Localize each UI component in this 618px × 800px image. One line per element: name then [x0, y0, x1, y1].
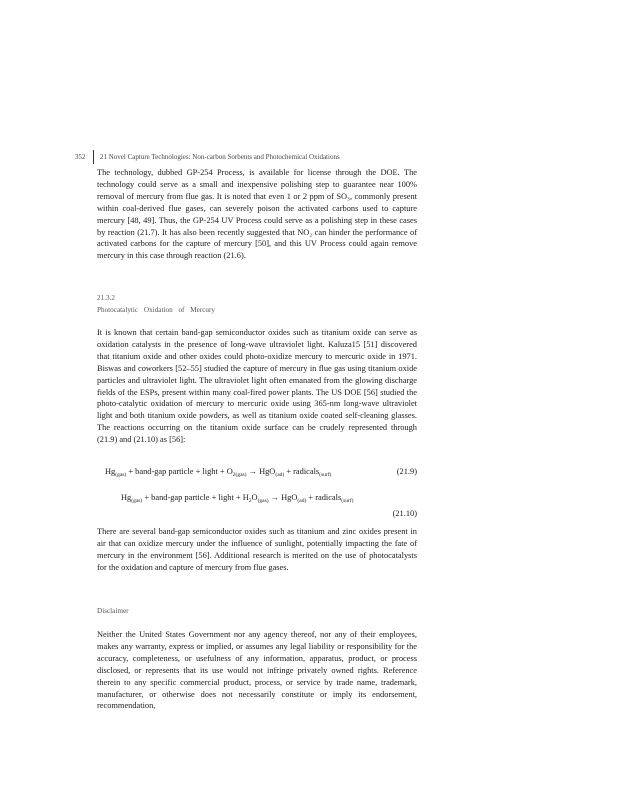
eq2-mid: + band-gap particle + light + H [142, 493, 249, 502]
eq2-product-phase: (ad) [297, 498, 307, 504]
eq1-arrow: → [246, 467, 260, 476]
paragraph-1 [97, 167, 417, 262]
eq2-radicals: + radicals [306, 493, 342, 502]
equation-21-10-number: (21.10) [392, 509, 417, 518]
eq2-h2-subscript: 2 [248, 498, 252, 504]
eq1-mid: + band-gap particle + light + O [126, 467, 233, 476]
eq1-o2-phase: 2(gas) [232, 472, 247, 478]
running-header [75, 150, 435, 164]
page-number: 352 [75, 153, 86, 161]
eq2-radicals-phase: (surf) [341, 498, 354, 504]
eq2-reactant-phase: (gas) [131, 498, 143, 504]
disclaimer-heading: Disclaimer [97, 607, 129, 615]
paragraph-2-text: It is known that certain band-gap semiconductor oxides such as titanium oxide can serve as oxidation catalysts in the presence of long-wave ultraviolet light. Kaluza15 [51] discovered that titanium oxide and other oxides could photo-oxidize mercury to mercuric oxide in 1971. Biswas and coworkers [52–55] studied the capture of mercury in flue gas using titanium oxide particles and ultraviolet light. The ultraviolet light often emanated from the glowing discharge fields of the ESPs, present within many coal-fired power plants. The US DOE [56] studied the photo-catalytic oxidation of mercury to mercuric oxide using 365-nm long-wave ultraviolet light and both titanium oxide powders, as well as titanium oxide coated self-cleaning glasses. The reactions occurring on the titanium oxide surface can be crudely represented through (21.9) and (21.10) as [56]: [97, 328, 417, 445]
paragraph-3 [97, 526, 417, 574]
paragraph-4-text: Neither the United States Government nor any agency thereof, nor any of their employees, makes any warranty, express or implied, or assumes any legal liability or responsibility for the accuracy, completeness, or usefulness of any information, apparatus, product, or process disclosed, or represents that its use would not infringe privately owned rights. Reference therein to any specific commercial product, process, or service by trade name, trademark, manufacturer, or otherwise does not necessarily constitute or imply its endorsement, recommendation, [97, 630, 417, 711]
eq1-reactant: Hg [105, 467, 116, 476]
paragraph-1-text: The technology, dubbed GP-254 Process, is available for license through the DOE. The technology could serve as a small and inexpensive polishing step to guarantee near 100% removal of mercury from flue gas. It is noted that even 1 or 2 ppm of SO₃, commonly present within coal-derived flue gases, can severely poison the activated carbons used to capture mercury [48, 49]. Thus, the GP-254 UV Process could serve as a polishing step in these cases by reaction (21.7). It has also been recently suggested that NO₂ can hinder the performance of activated carbons for the capture of mercury [50], and this UV Process could again remove mercury in this case through reaction (21.6). [97, 168, 417, 261]
eq1-product: HgO [259, 467, 276, 476]
eq1-radicals: + radicals [284, 467, 320, 476]
eq1-reactant-phase: (gas) [115, 472, 127, 478]
eq2-reactant: Hg [121, 493, 132, 502]
eq2-arrow: → [268, 493, 282, 502]
eq2-water-o: O [251, 493, 258, 502]
eq2-water-phase: (gas) [257, 498, 269, 504]
paragraph-2 [97, 327, 417, 446]
section-number: 21.3.2 [97, 294, 115, 302]
running-title: 21 Novel Capture Technologies: Non-carbon Sorbents and Photochemical Oxidations [100, 153, 340, 161]
header-divider [93, 150, 94, 164]
paragraph-3-text: There are several band-gap semiconductor oxides such as titanium and zinc oxides present in air that can oxidize mercury under the influence of sunlight, potentially impacting the fate of mercury in the environment [56]. Additional research is merited on the use of photocatalysts for the oxidation and capture of mercury from flue gases. [97, 527, 417, 572]
paragraph-4 [97, 629, 417, 712]
eq1-product-phase: (ad) [275, 472, 285, 478]
equation-21-9-expression [105, 466, 331, 481]
equation-21-10-expression [121, 492, 353, 507]
eq2-product: HgO [281, 493, 298, 502]
equation-21-9-number: (21.9) [396, 467, 417, 476]
eq1-radicals-phase: (surf) [319, 472, 332, 478]
section-title: Photocatalytic Oxidation of Mercury [97, 306, 215, 314]
